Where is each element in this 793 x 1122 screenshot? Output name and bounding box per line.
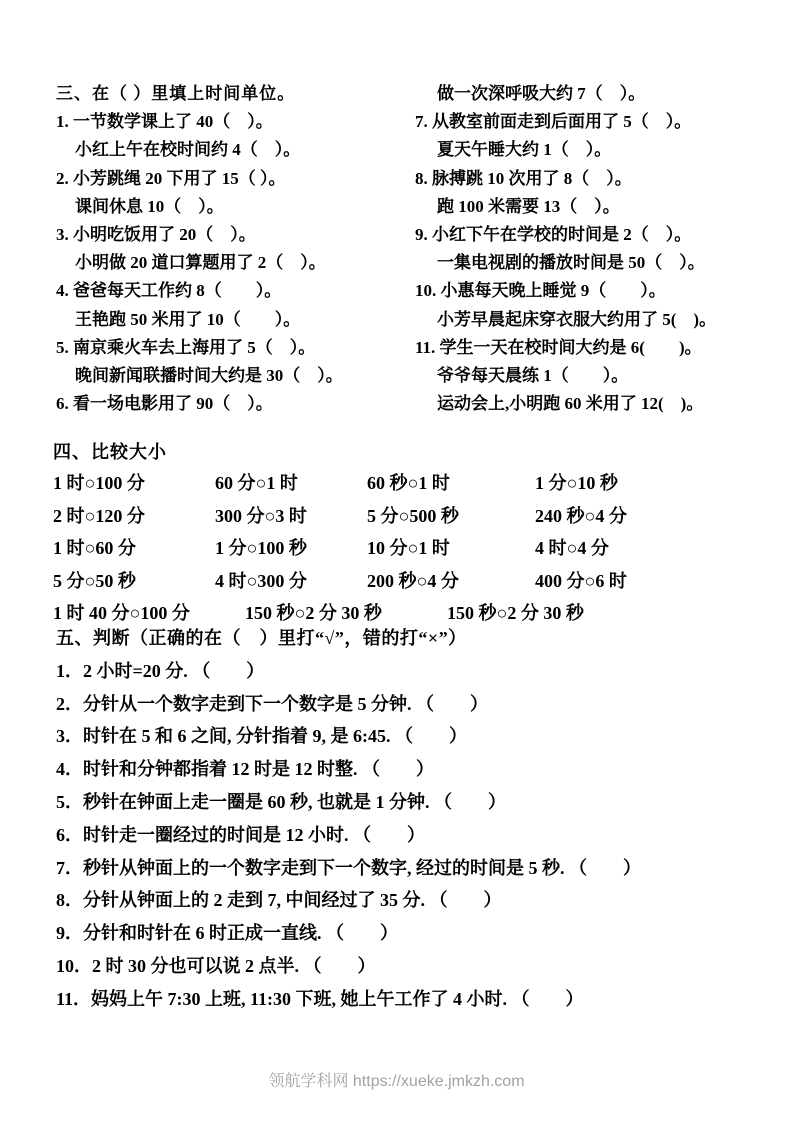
judgment-item: 7．秒针从钟面上的一个数字走到下一个数字, 经过的时间是 5 秒. （ ） — [56, 857, 641, 878]
judgment-item: 8．分针从钟面上的 2 走到 7, 中间经过了 35 分. （ ） — [56, 890, 502, 911]
comparison-cell: 10 分○1 时 — [367, 538, 450, 559]
worksheet-line: 小芳早晨起床穿衣服大约用了 5( )。 — [437, 309, 717, 329]
comparison-cell: 4 时○4 分 — [535, 538, 609, 559]
worksheet-line: 8. 脉搏跳 10 次用了 8（ ）。 — [415, 168, 632, 188]
section-time-units-left-column — [56, 80, 415, 418]
worksheet-line: 一集电视剧的播放时间是 50（ ）。 — [437, 253, 705, 273]
section-compare — [53, 437, 779, 630]
worksheet-line: 5. 南京乘火车去上海用了 5（ ）。 — [56, 337, 316, 357]
judgment-item: 6．时针走一圈经过的时间是 12 小时. （ ） — [56, 824, 425, 845]
worksheet-line: 运动会上,小明跑 60 米用了 12( )。 — [437, 394, 704, 414]
section-compare-title: 四、比较大小 — [53, 442, 167, 462]
worksheet-line: 爷爷每天晨练 1（ ）。 — [437, 365, 629, 385]
worksheet-line: 跑 100 米需要 13（ ）。 — [437, 196, 620, 216]
worksheet-line: 王艳跑 50 米用了 10（ ）。 — [75, 309, 301, 329]
worksheet-line: 2. 小芳跳绳 20 下用了 15（ ）。 — [56, 168, 286, 188]
comparison-cell: 1 时○100 分 — [53, 473, 145, 493]
worksheet-line: 小红上午在校时间约 4（ ）。 — [75, 140, 301, 160]
comparison-cell: 60 分○1 时 — [215, 473, 298, 493]
comparison-cell: 1 时 40 分○100 分 — [53, 603, 190, 624]
worksheet-line: 3. 小明吃饭用了 20（ ）。 — [56, 224, 256, 244]
section-judgment-title: 五、判断（正确的在（ ）里打“√”，错的打“×”） — [56, 628, 467, 648]
worksheet-line: 夏天午睡大约 1（ ）。 — [437, 140, 612, 160]
comparison-cell: 1 分○10 秒 — [535, 473, 618, 493]
judgment-item: 1．2 小时=20 分. （ ） — [56, 660, 265, 681]
comparison-cell: 2 时○120 分 — [53, 505, 145, 526]
worksheet-line: 11. 学生一天在校时间大约是 6( )。 — [415, 337, 702, 357]
section-time-units-right-column — [415, 80, 780, 418]
judgment-item: 5．秒针在钟面上走一圈是 60 秒, 也就是 1 分钟. （ ） — [56, 791, 506, 812]
comparison-cell: 5 分○500 秒 — [367, 505, 459, 526]
worksheet-line: 10. 小惠每天晚上睡觉 9（ ）。 — [415, 281, 666, 301]
worksheet-line: 9. 小红下午在学校的时间是 2（ ）。 — [415, 224, 692, 244]
comparison-cell: 150 秒○2 分 30 秒 — [245, 603, 382, 624]
comparison-row — [53, 467, 779, 500]
worksheet-line: 4. 爸爸每天工作约 8（ ）。 — [56, 281, 282, 301]
section-judgment — [56, 622, 780, 1016]
section-time-units-title: 三、在（ ）里填上时间单位。 — [56, 84, 296, 103]
footer-watermark: 领航学科网 https://xueke.jmkzh.com — [268, 1073, 525, 1090]
judgment-item: 3．时针在 5 和 6 之间, 分针指着 9, 是 6:45. （ ） — [56, 726, 467, 747]
comparison-cell: 200 秒○4 分 — [367, 570, 459, 591]
judgment-item: 11．妈妈上午 7:30 上班, 11:30 下班, 她上午工作了 4 小时. （ ） — [56, 988, 584, 1009]
judgment-item: 2．分针从一个数字走到下一个数字是 5 分钟. （ ） — [56, 693, 488, 714]
comparison-cell: 240 秒○4 分 — [535, 505, 627, 526]
worksheet-line: 1. 一节数学课上了 40（ ）。 — [56, 112, 273, 132]
worksheet-line: 课间休息 10（ ）。 — [75, 196, 224, 216]
comparison-row — [53, 500, 779, 533]
worksheet-line: 小明做 20 道口算题用了 2（ ）。 — [75, 253, 326, 273]
comparison-cell: 60 秒○1 时 — [367, 473, 450, 493]
judgment-item: 9．分针和时针在 6 时正成一直线. （ ） — [56, 923, 398, 944]
judgment-item: 4．时针和分钟都指着 12 时是 12 时整. （ ） — [56, 759, 434, 780]
comparison-cell: 4 时○300 分 — [215, 570, 307, 591]
worksheet-line: 7. 从教室前面走到后面用了 5（ ）。 — [415, 112, 692, 132]
worksheet-line: 晚间新闻联播时间大约是 30（ ）。 — [75, 365, 343, 385]
comparison-cell: 400 分○6 时 — [535, 570, 627, 591]
comparison-cell: 1 分○100 秒 — [215, 538, 307, 559]
comparison-cell: 150 秒○2 分 30 秒 — [447, 603, 584, 624]
worksheet-line: 做一次深呼吸大约 7（ ）。 — [437, 84, 646, 103]
comparison-cell: 1 时○60 分 — [53, 538, 136, 559]
worksheet-line: 6. 看一场电影用了 90（ ）。 — [56, 394, 273, 414]
comparison-row — [53, 532, 779, 565]
comparison-cell: 300 分○3 时 — [215, 505, 307, 526]
judgment-item: 10．2 时 30 分也可以说 2 点半. （ ） — [56, 955, 376, 976]
comparison-row — [53, 565, 779, 598]
section-time-units — [56, 80, 780, 418]
comparison-cell: 5 分○50 秒 — [53, 570, 136, 591]
